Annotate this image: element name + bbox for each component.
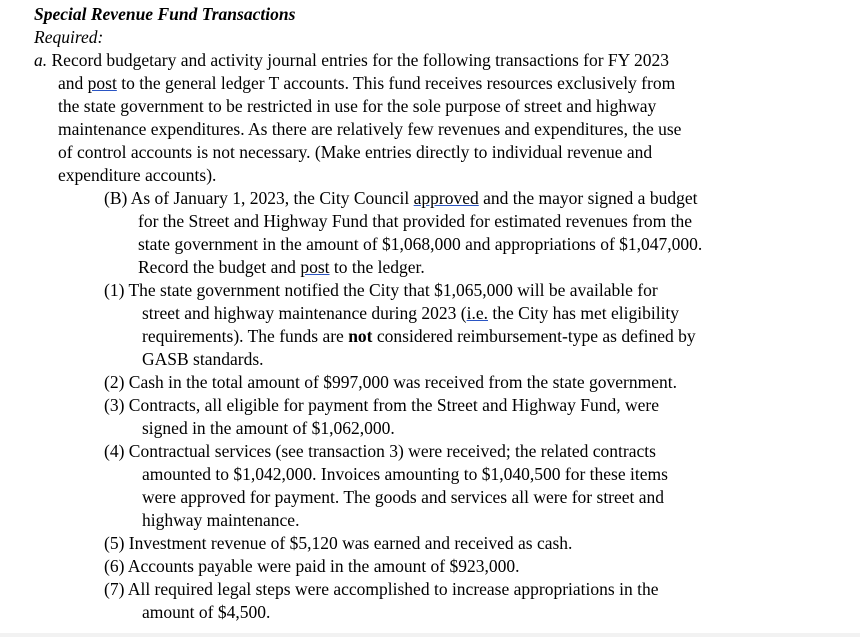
transaction-4: [104, 440, 804, 532]
transaction-B-line-3: state government in the amount of $1,068,000 and appropriations of $1,047,000.: [138, 234, 703, 254]
post-word-ledger: post: [300, 257, 330, 277]
transaction-B-l4-pre: Record the budget and: [138, 257, 301, 277]
transaction-2: [104, 371, 804, 394]
transaction-B-line-2: for the Street and Highway Fund that provided for estimated revenues from the: [138, 211, 693, 231]
approved-word: approved: [413, 188, 479, 208]
part-a-line-2: [34, 72, 794, 95]
transaction-7: [104, 578, 804, 624]
part-a-line-2-rest: to the general ledger T accounts. This fund receives resources exclusively from: [116, 73, 676, 93]
transaction-1-l2-post: the City has met eligibility: [488, 303, 680, 323]
post-word-link: post: [87, 73, 117, 93]
transaction-1-line-3: [104, 325, 804, 348]
transaction-1-line-4: GASB standards.: [142, 349, 264, 369]
part-a-line-1: [34, 49, 794, 72]
transaction-1: [104, 279, 804, 371]
transaction-B-pre: (B) As of January 1, 2023, the City Council: [104, 188, 414, 208]
transaction-7-line-2: amount of $4,500.: [142, 602, 271, 622]
part-a-label: a.: [34, 50, 48, 70]
transaction-4-line-3: were approved for payment. The goods and services all were for street and: [142, 487, 665, 507]
transaction-3-line-1: (3) Contracts, all eligible for payment from the Street and Highway Fund, were: [104, 395, 659, 415]
page-title: Special Revenue Fund Transactions: [34, 4, 296, 24]
part-a-line-4: maintenance expenditures. As there are relatively few revenues and expenditures, the use: [58, 119, 682, 139]
required-heading: Required:: [34, 27, 104, 47]
transaction-1-line-1: (1) The state government notified the City that $1,065,000 will be available for: [104, 280, 658, 300]
transaction-4-line-4: highway maintenance.: [142, 510, 300, 530]
transaction-B-line-1: [104, 187, 804, 210]
transaction-3-line-2: signed in the amount of $1,062,000.: [142, 418, 395, 438]
transaction-3: [104, 394, 804, 440]
transaction-B-l4-post: to the ledger.: [329, 257, 425, 277]
transaction-5: [104, 532, 804, 555]
part-a-line-5: of control accounts is not necessary. (Make entries directly to individual revenue and: [58, 142, 653, 162]
part-a-line-6: expenditure accounts).: [58, 165, 217, 185]
part-a-line-2-pre: and: [58, 73, 88, 93]
transaction-B-post: and the mayor signed a budget: [478, 188, 698, 208]
transaction-4-line-2: amounted to $1,042,000. Invoices amounting to $1,040,500 for these items: [142, 464, 668, 484]
not-emphasis: not: [348, 326, 373, 346]
transaction-7-line-1: (7) All required legal steps were accomplished to increase appropriations in the: [104, 579, 659, 599]
transaction-1-l3-post: considered reimbursement-type as defined by: [372, 326, 696, 346]
part-a-line-1-text: Record budgetary and activity journal entries for the following transactions for FY 2023: [47, 50, 670, 70]
ie-abbrev: i.e.: [466, 303, 489, 323]
transaction-6-line-1: (6) Accounts payable were paid in the amount of $923,000.: [104, 556, 520, 576]
transaction-4-line-1: (4) Contractual services (see transaction 3) were received; the related contracts: [104, 441, 656, 461]
page-bottom-edge: [0, 633, 860, 637]
transaction-5-line-1: (5) Investment revenue of $5,120 was earned and received as cash.: [104, 533, 573, 553]
transaction-1-line-2: [104, 302, 804, 325]
transaction-6: [104, 555, 804, 578]
transaction-1-l2-pre: street and highway maintenance during 2023 (: [142, 303, 467, 323]
transaction-B-line-4: [104, 256, 804, 279]
part-a-line-3: the state government to be restricted in use for the sole purpose of street and highway: [58, 96, 657, 116]
part-a-paragraph: [34, 49, 794, 187]
transaction-B: [104, 187, 804, 279]
transaction-2-line-1: (2) Cash in the total amount of $997,000 was received from the state government.: [104, 372, 677, 392]
transaction-1-l3-pre: requirements). The funds are: [142, 326, 349, 346]
